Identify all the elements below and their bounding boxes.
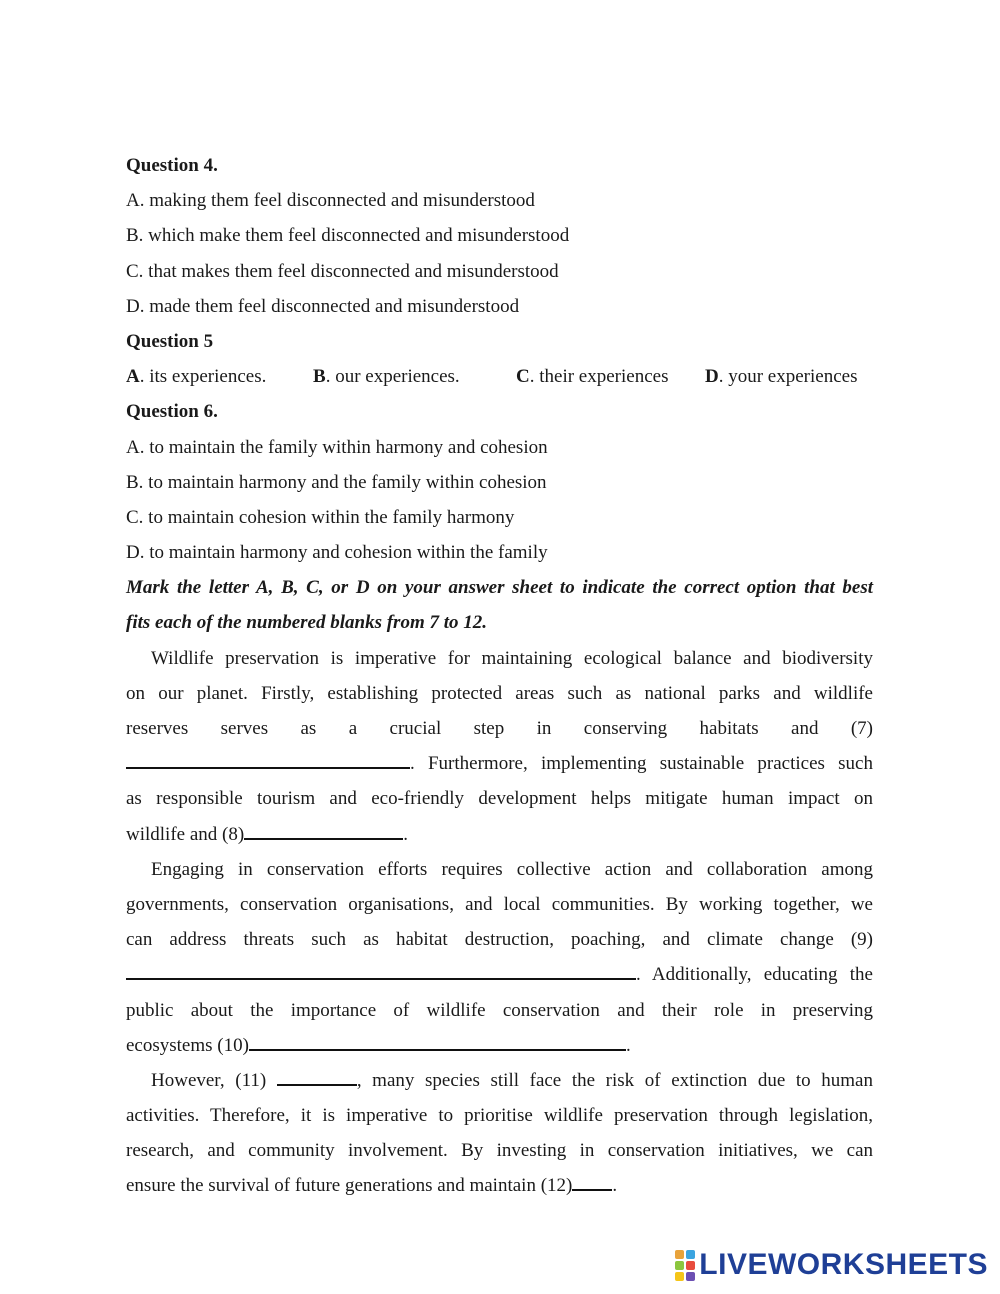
passage-p2-line-3: can address threats such as habitat destruction, poaching, and climate change (9) xyxy=(126,929,873,951)
passage-p1-line-6: wildlife and (8) . xyxy=(126,817,873,852)
blank-12[interactable] xyxy=(572,1169,612,1191)
question-4-heading: Question 4. xyxy=(126,155,218,176)
question-5-option-c[interactable]: C. their experiences xyxy=(516,366,669,388)
logo-square xyxy=(675,1261,684,1270)
blank-10[interactable] xyxy=(249,1029,626,1051)
passage-p3-line-3: research, and community involvement. By investing in conservation initiatives, we can xyxy=(126,1140,873,1162)
logo-square xyxy=(675,1250,684,1259)
question-6-option-b[interactable]: B. to maintain harmony and the family within cohesion xyxy=(126,471,547,493)
passage-p3-line-1: However, (11) , many species still face the risk of extinction due to human xyxy=(126,1063,873,1098)
question-5-option-b[interactable]: B. our experiences. xyxy=(313,366,460,388)
question-5-heading: Question 5 xyxy=(126,330,214,352)
worksheet-page xyxy=(126,148,873,1204)
instruction-line-1: Mark the letter A, B, C, or D on your answer sheet to indicate the correct option that best xyxy=(126,577,873,599)
question-5-options xyxy=(126,359,873,394)
passage-p1-line-1: Wildlife preservation is imperative for maintaining ecological balance and biodiversity xyxy=(151,647,873,669)
passage-p1-line-5: as responsible tourism and eco-friendly development helps mitigate human impact on xyxy=(126,788,873,810)
logo-text: LIVEWORKSHEETS xyxy=(699,1248,988,1281)
logo-square xyxy=(686,1261,695,1270)
question-4-option-a[interactable]: A. making them feel disconnected and misunderstood xyxy=(126,190,535,212)
liveworksheets-logo xyxy=(675,1248,988,1282)
logo-mark-icon xyxy=(675,1250,695,1281)
question-5-option-a[interactable]: A. its experiences. xyxy=(126,366,267,388)
passage-p2-line-5: public about the importance of wildlife conservation and their role in preserving xyxy=(126,999,873,1021)
logo-square xyxy=(686,1250,695,1259)
logo-square xyxy=(686,1272,695,1281)
question-5-option-d[interactable]: D. your experiences xyxy=(705,366,858,388)
passage-p2-line-6: ecosystems (10) . xyxy=(126,1028,873,1063)
blank-11[interactable] xyxy=(277,1064,357,1086)
question-4-option-d[interactable]: D. made them feel disconnected and misunderstood xyxy=(126,295,520,317)
question-6-option-a[interactable]: A. to maintain the family within harmony and cohesion xyxy=(126,436,548,458)
logo-square xyxy=(675,1272,684,1281)
question-6-option-d[interactable]: D. to maintain harmony and cohesion within the family xyxy=(126,542,548,564)
passage-p2-line-4: . Additionally, educating the xyxy=(126,957,873,992)
question-4-option-b[interactable]: B. which make them feel disconnected and misunderstood xyxy=(126,225,570,247)
question-4-option-c[interactable]: C. that makes them feel disconnected and misunderstood xyxy=(126,260,559,282)
blank-7[interactable] xyxy=(126,747,410,769)
passage-p1-line-3: reserves serves as a crucial step in conserving habitats and (7) xyxy=(126,718,873,739)
blank-8[interactable] xyxy=(244,818,403,840)
passage-p1-line-4: . Furthermore, implementing sustainable practices such xyxy=(126,746,873,781)
passage-p2-line-2: governments, conservation organisations, and local communities. By working together, we xyxy=(126,893,873,915)
blank-9[interactable] xyxy=(126,958,636,980)
passage-p3-line-4: ensure the survival of future generations and maintain (12) . xyxy=(126,1168,873,1203)
passage-p3-line-2: activities. Therefore, it is imperative to prioritise wildlife preservation through legislation, xyxy=(126,1105,873,1127)
passage-p2-line-1: Engaging in conservation efforts requires collective action and collaboration among xyxy=(151,858,873,880)
question-6-option-c[interactable]: C. to maintain cohesion within the family harmony xyxy=(126,506,515,528)
instruction-line-2: fits each of the numbered blanks from 7 to 12. xyxy=(126,612,488,634)
question-6-heading: Question 6. xyxy=(126,401,218,423)
passage-p1-line-2: on our planet. Firstly, establishing protected areas such as national parks and wildlife xyxy=(126,682,873,704)
